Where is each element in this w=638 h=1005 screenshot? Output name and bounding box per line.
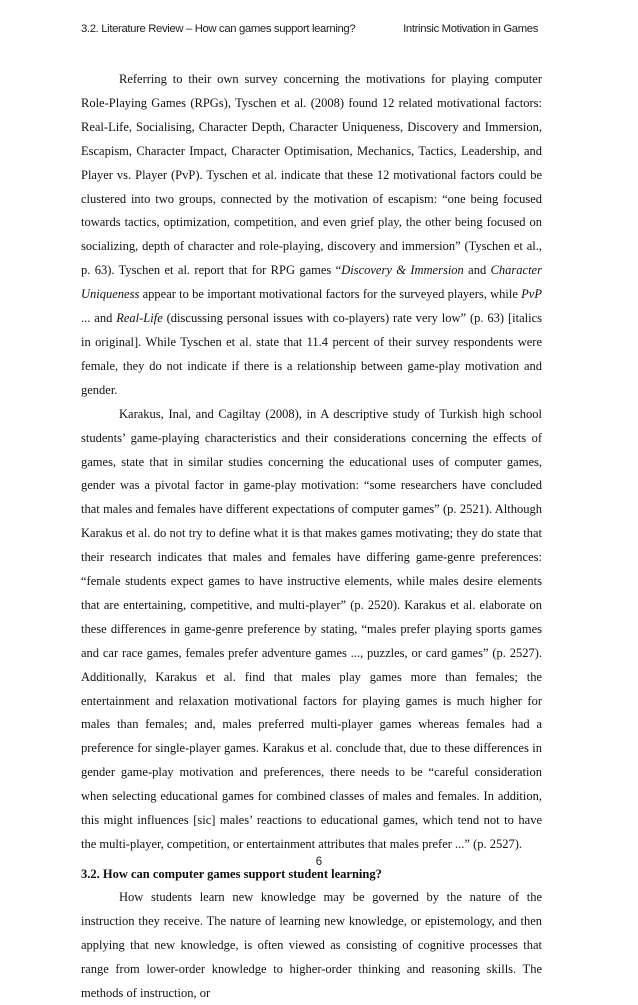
section-heading: 3.2. How can computer games support student learning?: [81, 866, 382, 881]
p1-text-d: ... and: [81, 311, 117, 326]
p1-italic-4: Real-Life: [116, 311, 163, 326]
page-number: 6: [315, 856, 323, 868]
p1-text-e: (discussing personal issues with co-players) rate very low” (p. 63) [italics in original]. While Tyschen et al. state that 11.4 percent of their survey respondents were female, they do not indicate if there is a relationship between game-play motivation and gender.: [81, 311, 542, 397]
paragraph-3: How students learn new knowledge may be governed by the nature of the instruction they receive. The nature of learning new knowledge, or epistemology, and then applying that new knowledge, is often viewed as consisting of cognitive processes that range from lower-order knowledge to higher-order thinking and reasoning skills. The methods of instruction, or: [81, 889, 542, 1000]
paragraph-2: Karakus, Inal, and Cagiltay (2008), in A descriptive study of Turkish high school students’ game-playing characteristics and their considerations concerning the effects of games, state that in similar studies concerning the educational uses of computer games, gender was a pivotal factor in game-play motivation: “some researchers have concluded that males and females have different expectations of computer games” (p. 2521). Although Karakus et al. do not try to define what it is that makes games motivating; they do state that their research indicates that males and females have differing game-genre preferences: “female students expect games to have instructive elements, while males desire elements that are entertaining, competitive, and multi-player” (p. 2520). Karakus et al. elaborate on these differences in game-genre preference by stating, “males prefer playing sports games and car race games, females prefer adventure games ..., puzzles, or card games” (p. 2527). Additionally, Karakus et al. find that males play games more than females; the entertainment and relaxation motivational factors for playing games is much higher for males than females; and, males preferred multi-player games whereas females had a preference for single-player games. Karakus et al. conclude that, due to these differences in gender game-play motivation and preferences, there needs to be “careful consideration when selecting educational games for combined classes of males and females. In addition, this might influences [sic] males’ reactions to educational games, which tend not to have the multi-player, competition, or entertainment attributes that males prefer ...” (p. 2527).: [81, 406, 542, 851]
paragraph-1: [81, 68, 542, 403]
p1-text-a: Referring to their own survey concerning the motivations for playing computer Role-Playing Games (RPGs), Tyschen et al. (2008) found 12 related motivational factors: Real-Life, Socialising, Character Depth, Character Uniqueness, Discovery and Immersion, Escapism, Character Impact, Character Optimisation, Mechanics, Tactics, Leadership, and Player vs. Player (PvP). Tyschen et al. indicate that these 12 motivational factors could be clustered into two groups, connected by the motivation of escapism: “one being focused towards tactics, optimization, competition, and even grief play, the other being focused on socializing, depth of character and role-playing, discovery and immersion” (Tyschen et al., p. 63). Tyschen et al. report that for RPG games “: [81, 72, 542, 278]
header-section-title: 3.2. Literature Review – How can games support learning?: [81, 23, 356, 35]
p1-italic-3: PvP: [521, 287, 542, 302]
p1-text-b: and: [463, 263, 491, 278]
header-chapter-title: Intrinsic Motivation in Games: [403, 23, 538, 35]
running-header: [81, 23, 538, 35]
p1-text-c: appear to be important motivational factors for the surveyed players, while: [139, 287, 522, 302]
p1-italic-1: Discovery & Immersion: [341, 263, 464, 278]
p1-italic-2: Character Uniqueness: [81, 263, 542, 302]
